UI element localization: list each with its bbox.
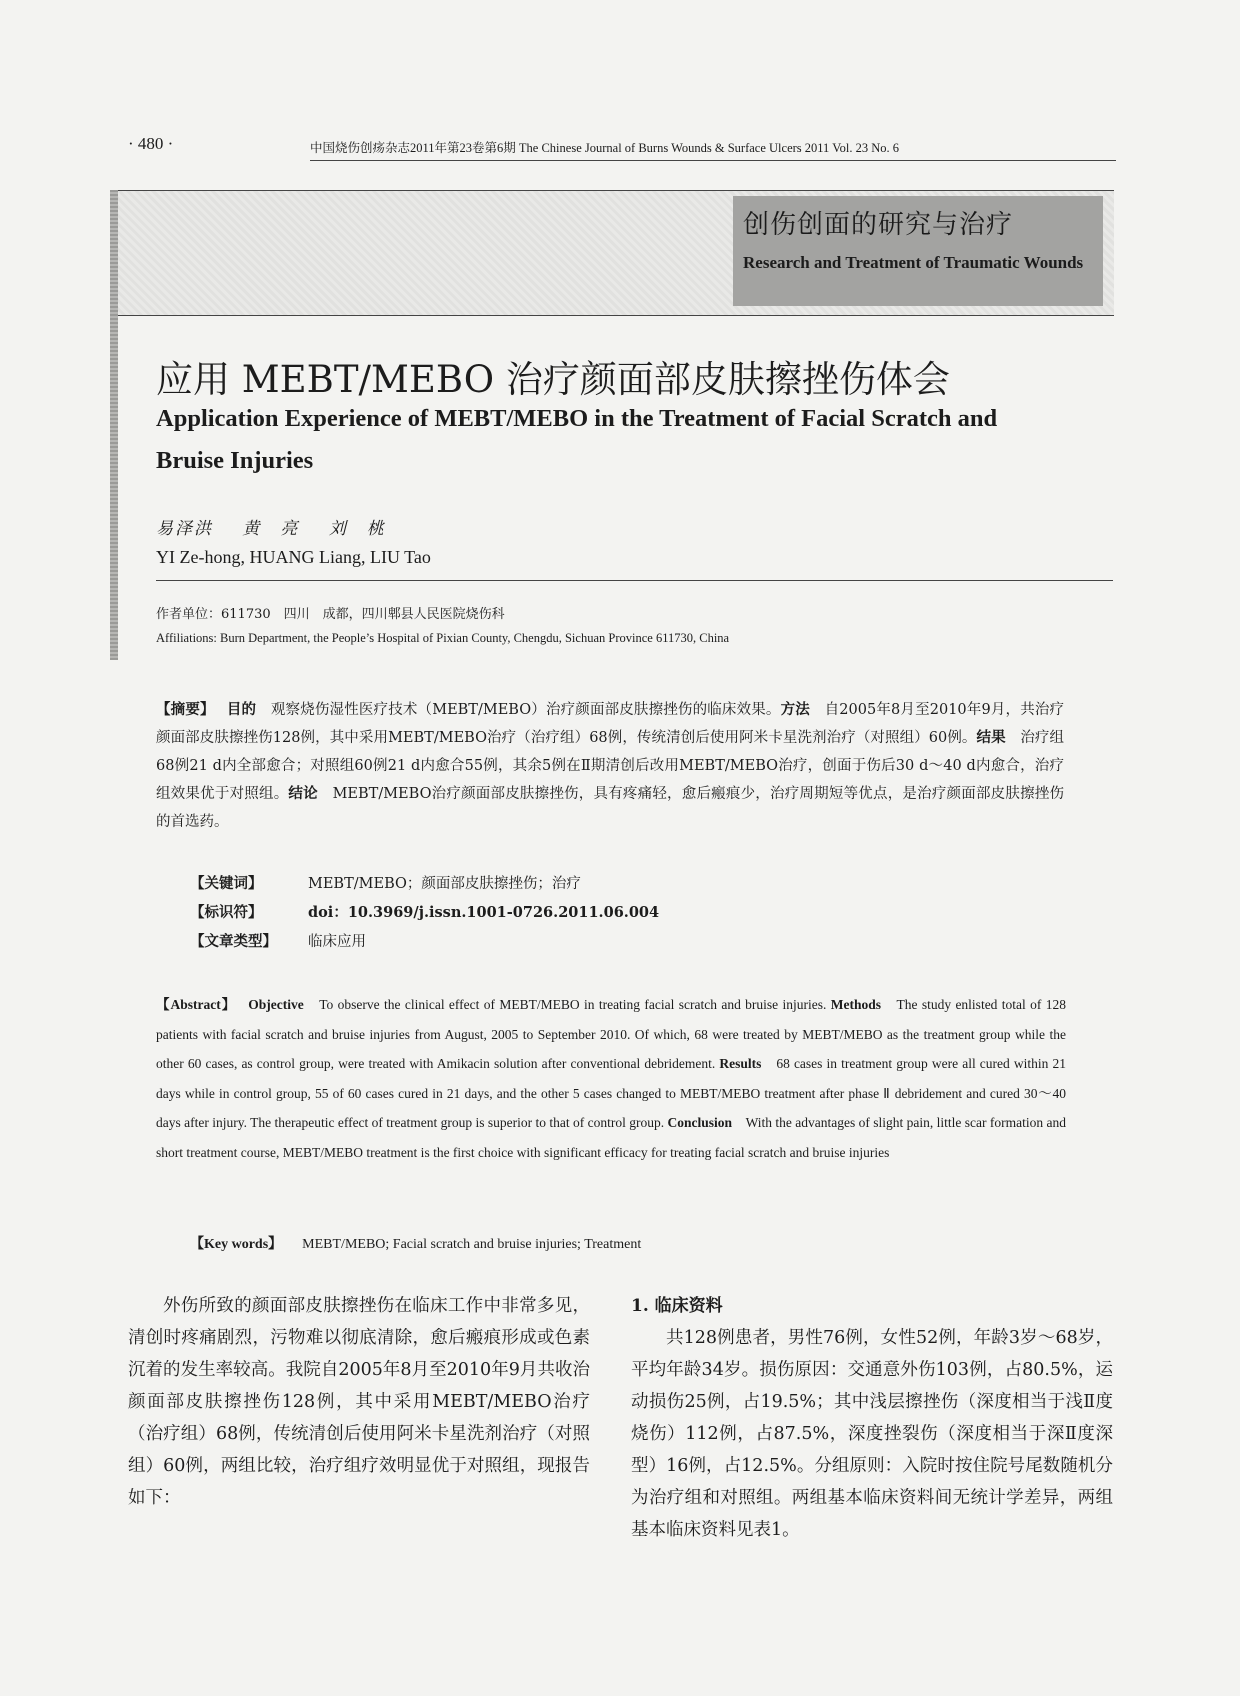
doi: doi：10.3969/j.issn.1001-0726.2011.06.004 (308, 904, 660, 921)
author-zh: 易泽洪 (156, 519, 213, 539)
article-title-en: Application Experience of MEBT/MEBO in the Treatment of Facial Scratch and Bruise Injuries (156, 405, 998, 474)
methods-label: 方法 (780, 701, 810, 718)
results-label: 结果 (976, 729, 1006, 746)
section-paragraph: 共128例患者，男性76例，女性52例，年龄3岁～68岁，平均年龄34岁。损伤原因：交通意外伤103例，占80.5%，运动损伤25例，占19.5%；其中浅层擦挫伤（深度相当于浅Ⅱ度烧伤）112例，占87.5%，深度挫裂伤（深度相当于深Ⅱ度深型）16例，占12.5%。分组原则：入院时按住院号尾数随机分为治疗组和对照组。两组基本临床资料间无统计学差异，两组基本临床资料见表1。 (631, 1328, 1113, 1540)
methods-en-label: Methods (830, 997, 882, 1012)
results-en-text: 68 cases in treatment group were all cured within 21 days while in control group, 55 of 60 cases cured in 21 days, and the other 5 cases changed to MEBT/MEBO treatment after phase Ⅱ debridement and cured 30～40 days after injury. The therapeutic effect of treatment group is superior to that of control group. (156, 1056, 1067, 1130)
affiliation-zh: 作者单位：611730 四川 成都，四川郫县人民医院烧伤科 (156, 607, 505, 622)
keywords-label: 【关键词】 (190, 875, 263, 892)
abstract-zh (156, 696, 1064, 836)
article-type-label: 【文章类型】 (190, 933, 277, 950)
objective-text: 观察烧伤湿性医疗技术（MEBT/MEBO）治疗颜面部皮肤擦挫伤的临床效果。 (270, 702, 781, 718)
abstract-label: 【摘要】 (156, 701, 208, 718)
conclusion-text: MEBT/MEBO治疗颜面部皮肤擦挫伤，具有疼痛轻，愈后瘢痕少，治疗周期短等优点，是治疗颜面部皮肤擦挫伤的首选药。 (156, 786, 1065, 830)
conclusion-en-text: With the advantages of slight pain, little scar formation and short treatment course, MEBT/MEBO treatment is the first choice with significant efficacy for treating facial scratch and bruise injuries (156, 1115, 1067, 1160)
objective-en-text: To observe the clinical effect of MEBT/MEBO in treating facial scratch and bruise injuries. (319, 997, 827, 1012)
page-number: · 480 · (128, 134, 174, 153)
results-en-label: Results (719, 1056, 762, 1071)
section-title-zh: 创伤创面的研究与治疗 (743, 210, 1014, 240)
body-section-1 (631, 1290, 1113, 1546)
article-title-zh: 应用 MEBT/MEBO 治疗颜面部皮肤擦挫伤体会 (156, 358, 950, 401)
identifier-zh (190, 901, 659, 922)
authors-zh (156, 514, 408, 539)
methods-text: 自2005年8月至2010年9月，共治疗颜面部皮肤擦挫伤128例，其中采用MEBT/MEBO治疗（治疗组）68例，传统清创后使用阿米卡星洗剂治疗（对照组）60例。 (156, 702, 1065, 746)
section-title-en: Research and Treatment of Traumatic Wounds (743, 253, 1084, 272)
abstract-en (156, 990, 1066, 1167)
author-zh: 刘 桃 (328, 519, 386, 539)
keywords-en-label: 【Key words】 (190, 1237, 283, 1252)
author-zh: 黄 亮 (242, 519, 300, 539)
keywords-zh (190, 872, 581, 893)
keywords-en (190, 1233, 641, 1253)
objective-label: 目的 (226, 701, 257, 718)
article-type-zh (190, 930, 366, 951)
keywords-en-text: MEBT/MEBO; Facial scratch and bruise injuries; Treatment (302, 1237, 642, 1252)
article-type-text: 临床应用 (308, 934, 366, 950)
divider (156, 580, 1113, 581)
abstract-en-label: 【Abstract】 (156, 997, 230, 1012)
running-header: 中国烧伤创疡杂志2011年第23卷第6期 The Chinese Journal of Burns Wounds & Surface Ulcers 2011 Vol. 23 No. 6 (310, 138, 1116, 161)
side-band (110, 190, 118, 660)
methods-en-text: The study enlisted total of 128 patients with facial scratch and bruise injuries from August, 2005 to September 2010. Of which, 68 were treated by MEBT/MEBO as the treatment group while the other 60 cases, as control group, were treated with Amikacin solution after conventional debridement. (156, 997, 1066, 1071)
keywords-text: MEBT/MEBO；颜面部皮肤擦挫伤；治疗 (308, 876, 581, 892)
results-text: 治疗组68例21 d内全部愈合；对照组60例21 d内愈合55例，其余5例在Ⅱ期清创后改用MEBT/MEBO治疗，创面于伤后30 d～40 d内愈合，治疗组效果优于对照组。 (156, 730, 1064, 802)
section-heading: 1. 临床资料 (631, 1296, 723, 1316)
affiliation-en: Affiliations: Burn Department, the People’s Hospital of Pixian County, Chengdu, Sichuan Province 611730, China (156, 631, 730, 645)
conclusion-en-label: Conclusion (667, 1115, 733, 1130)
objective-en-label: Objective (248, 997, 304, 1012)
identifier-label: 【标识符】 (190, 904, 263, 921)
authors-en: YI Ze-hong, HUANG Liang, LIU Tao (156, 547, 431, 567)
section-banner (733, 196, 1103, 306)
body-intro: 外伤所致的颜面部皮肤擦挫伤在临床工作中非常多见，清创时疼痛剧烈，污物难以彻底清除，愈后瘢痕形成或色素沉着的发生率较高。我院自2005年8月至2010年9月共收治颜面部皮肤擦挫伤128例，其中采用MEBT/MEBO治疗（治疗组）68例，传统清创后使用阿米卡星洗剂治疗（对照组）60例，两组比较，治疗组疗效明显优于对照组，现报告如下： (128, 1296, 590, 1508)
conclusion-label: 结论 (288, 785, 318, 802)
